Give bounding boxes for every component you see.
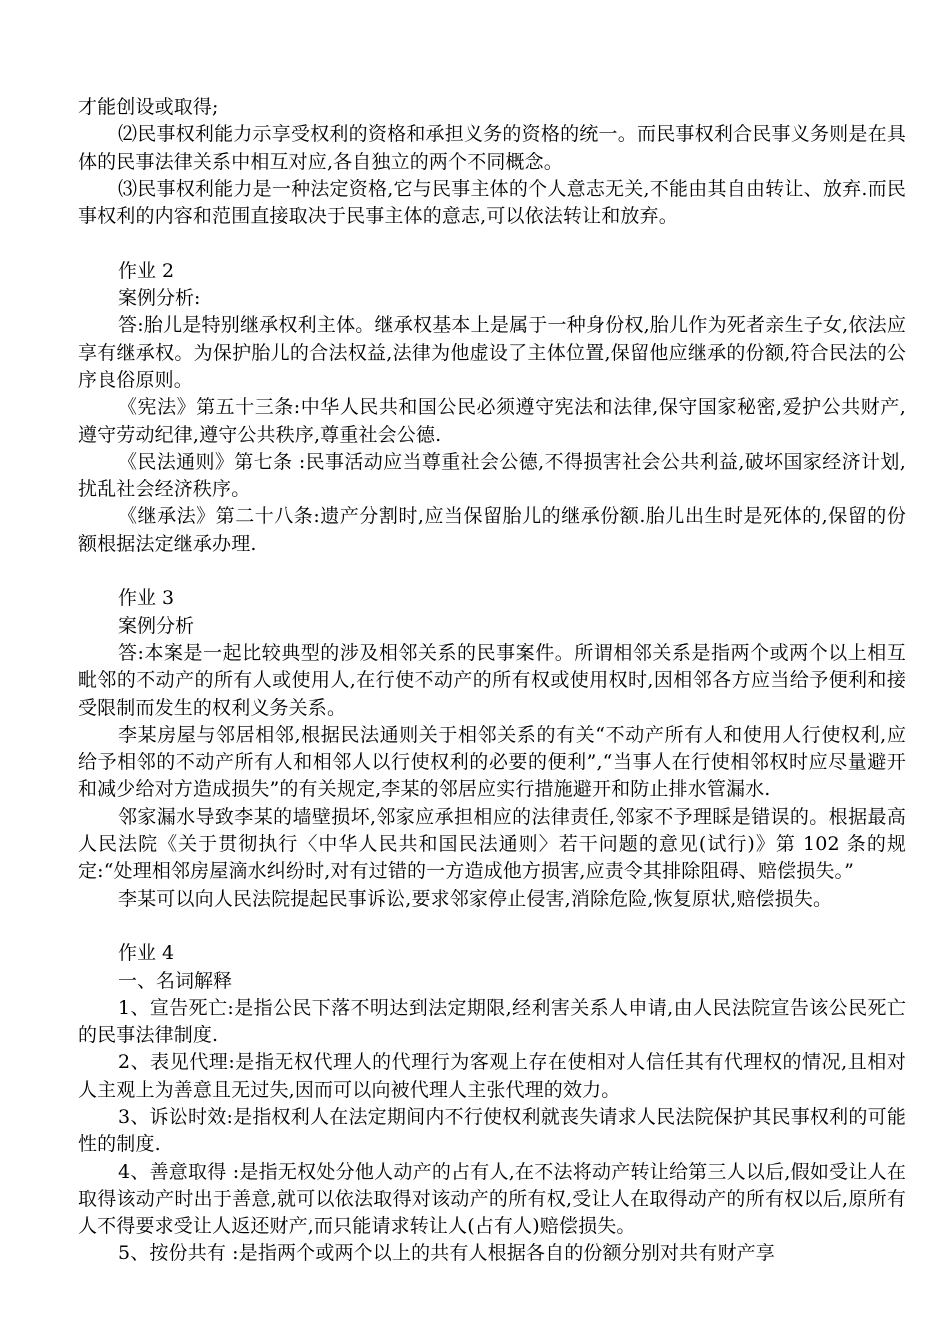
assignment-2-inheritance-law: 《继承法》第二十八条:遗产分割时,应当保留胎儿的继承份额.胎儿出生时是死体的,保留的份额根据法定继承办理. — [78, 505, 906, 555]
assignment-3-answer: 答:本案是一起比较典型的涉及相邻关系的民事案件。所谓相邻关系是指两个或两个以上相互毗邻的不动产的所有人或使用人,在行使不动产的所有权或使用权时,因相邻各方应当给予便利和接受限制而发生的权利义务关系。 — [78, 641, 906, 719]
section-gap — [78, 558, 906, 585]
term-limitation-of-action: 3、诉讼时效:是指权利人在法定期间内不行使权利就丧失请求人民法院保护其民事权利的可能性的制度. — [78, 1105, 906, 1156]
assignment-3-subtitle: 案例分析 — [118, 614, 195, 637]
term-bona-fide-acquisition: 4、善意取得 :是指无权处分他人动产的占有人,在不法将动产转让给第三人以后,假如受让人在取得该动产时出于善意,就可以依法取得对该动产的所有权,受让人在取得动产的所有权以后,原所有人不得要求受让人返还财产,而只能请求转让人(占有人)赔偿损失。 — [78, 1160, 906, 1238]
assignment-4-title: 作业 4 — [118, 942, 175, 965]
term-apparent-agency: 2、表见代理:是指无权代理人的代理行为客观上存在使相对人信任其有代理权的情况,且相对人主观上为善意且无过失,因而可以向被代理人主张代理的效力。 — [78, 1051, 906, 1101]
assignment-3-title: 作业 3 — [118, 587, 175, 610]
section-gap — [78, 913, 906, 940]
assignment-4-subtitle: 一、名词解释 — [118, 969, 233, 992]
assignment-3-neighbor: 李某房屋与邻居相邻,根据民法通则关于相邻关系的有关“不动产所有人和使用人行使权利,应给予相邻的不动产所有人和相邻人以行使权利的必要的便利”,“当事人在行使相邻权时应尽量避开和减少给对方造成损失”的有关规定,李某的邻居应实行措施避开和防止排水管漏水. — [78, 723, 906, 801]
document-page — [78, 94, 906, 1268]
term-co-ownership-by-shares: 5、按份共有 :是指两个或两个以上的共有人根据各自的份额分别对共有财产享 — [118, 1242, 775, 1265]
assignment-2-subtitle: 案例分析: — [118, 287, 201, 310]
paragraph-point-2: ⑵民事权利能力示享受权利的资格和承担义务的资格的统一。而民事权利合民事义务则是在具体的民事法律关系中相互对应,各自独立的两个不同概念。 — [78, 123, 906, 173]
section-gap — [78, 230, 906, 257]
assignment-2-civil-law: 《民法通则》第七条 :民事活动应当尊重社会公德,不得损害社会公共利益,破坏国家经济计划,扰乱社会经济秩序。 — [78, 450, 906, 501]
paragraph-continuation: 才能创设或取得; — [78, 96, 219, 118]
assignment-2-constitution: 《宪法》第五十三条:中华人民共和国公民必须遵守宪法和法律,保守国家秘密,爱护公共财产,遵守劳动纪律,遵守公共秩序,尊重社会公德. — [78, 396, 906, 446]
paragraph-point-3: ⑶民事权利能力是一种法定资格,它与民事主体的个人意志无关,不能由其自由转让、放弃.而民事权利的内容和范围直接取决于民事主体的意志,可以依法转让和放弃。 — [78, 177, 906, 228]
assignment-2-title: 作业 2 — [118, 259, 175, 282]
assignment-3-lawsuit: 李某可以向人民法院提起民事诉讼,要求邻家停止侵害,消除危险,恢复原状,赔偿损失。 — [118, 887, 833, 910]
assignment-2-answer: 答:胎儿是特别继承权利主体。继承权基本上是属于一种身份权,胎儿作为死者亲生子女,依法应享有继承权。为保护胎儿的合法权益,法律为他虚设了主体位置,保留他应继承的份额,符合民法的公序良俗原则。 — [78, 314, 906, 391]
assignment-3-liability: 邻家漏水导致李某的墙壁损坏,邻家应承担相应的法律责任,邻家不予理睬是错误的。根据最高人民法院《关于贯彻执行〈中华人民共和国民法通则〉若干问题的意见(试行)》第 102 条的规定:“处理相邻房屋滴水纠纷时,对有过错的一方造成他方损害,应责令其排除阻碍、赔偿损失。” — [78, 805, 906, 883]
term-declaration-of-death: 1、宣告死亡:是指公民下落不明达到法定期限,经利害关系人申请,由人民法院宣告该公民死亡的民事法律制度. — [78, 996, 906, 1047]
